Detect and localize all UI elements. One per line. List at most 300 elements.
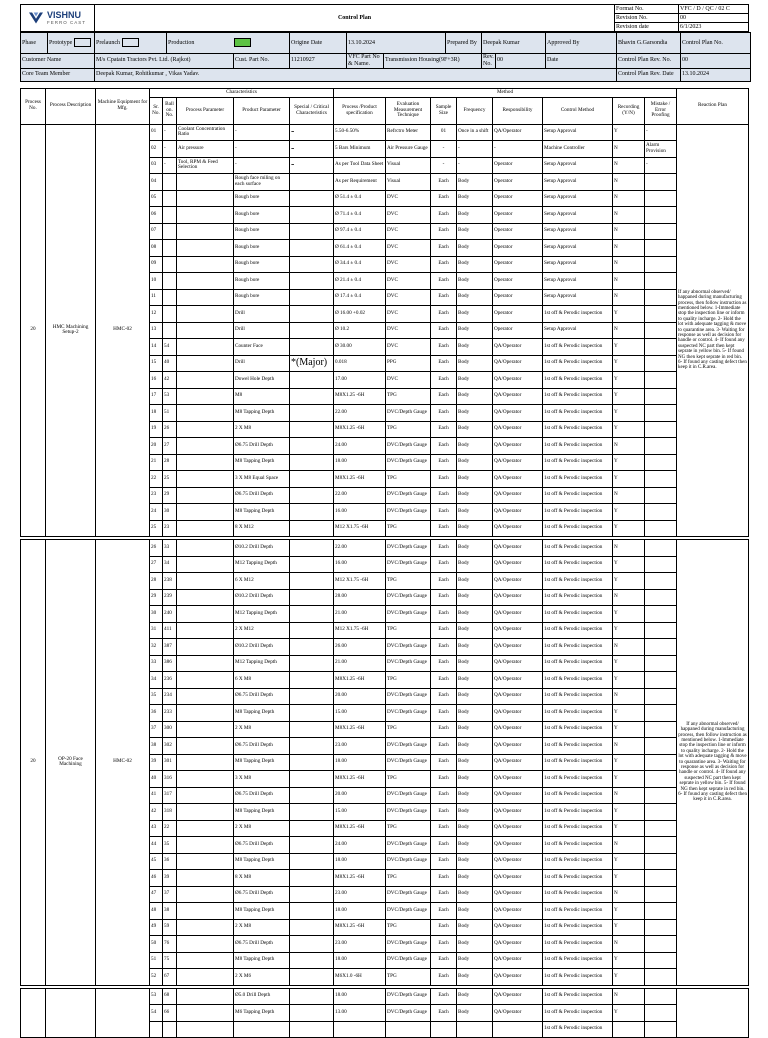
specification: 18.00 xyxy=(334,754,386,771)
sr-no: 16 xyxy=(150,372,163,389)
process-param xyxy=(177,388,234,405)
special-char xyxy=(290,771,334,788)
special-char xyxy=(290,804,334,821)
ball-no xyxy=(163,174,177,191)
recording: N xyxy=(613,988,645,1005)
evaluation: DVC xyxy=(386,223,431,240)
responsibility: QA/Operator xyxy=(493,487,543,504)
product-param: M6 Tapping Depth xyxy=(234,1005,290,1022)
evaluation: DVC xyxy=(386,256,431,273)
mistake-proofing: Alarm Provision xyxy=(645,141,677,158)
col-method: Method xyxy=(334,88,677,97)
frequency: Body xyxy=(457,738,493,755)
product-param: M12 Tapping Depth xyxy=(234,606,290,623)
responsibility xyxy=(493,1021,543,1038)
frequency: Body xyxy=(457,339,493,356)
col-resp: Responsibility xyxy=(493,97,543,124)
responsibility: QA/Operator xyxy=(493,705,543,722)
ball-no: 302 xyxy=(163,738,177,755)
recording: Y xyxy=(613,421,645,438)
sr-no: 31 xyxy=(150,622,163,639)
col-mistake: Mistake / Error Proofing xyxy=(645,97,677,124)
recording: Y xyxy=(613,306,645,323)
product-param: - xyxy=(234,157,290,174)
product-param: Drill xyxy=(234,322,290,339)
sr-no: 11 xyxy=(150,289,163,306)
control-method: 1st off & Perodic inspection xyxy=(543,705,613,722)
frequency: Body xyxy=(457,820,493,837)
process-param xyxy=(177,606,234,623)
evaluation: DVC/Depth Gauge xyxy=(386,787,431,804)
control-method: Setup Approval xyxy=(543,124,613,141)
recording: Y xyxy=(613,454,645,471)
recording: N xyxy=(613,240,645,257)
special-char xyxy=(290,853,334,870)
control-method: Setup Approval xyxy=(543,223,613,240)
product-param: Rough face miling on each surface xyxy=(234,174,290,191)
specification: 18.00 xyxy=(334,903,386,920)
special-char xyxy=(290,837,334,854)
control-method: 1st off & Perodic inspection xyxy=(543,903,613,920)
sample-size: Each xyxy=(431,223,457,240)
control-method: 1st off & Perodic inspection xyxy=(543,969,613,986)
frequency: Body xyxy=(457,487,493,504)
process-param xyxy=(177,705,234,722)
sr-no: 54 xyxy=(150,1005,163,1022)
production-checkbox[interactable] xyxy=(234,38,251,47)
process-param xyxy=(177,721,234,738)
sr-no: 53 xyxy=(150,988,163,1005)
evaluation: DVC/Depth Gauge xyxy=(386,738,431,755)
ball-no: 75 xyxy=(163,952,177,969)
specification: 28.00 xyxy=(334,589,386,606)
recording: Y xyxy=(613,372,645,389)
responsibility: QA/Operator xyxy=(493,388,543,405)
frequency: Body xyxy=(457,190,493,207)
sr-no: 51 xyxy=(150,952,163,969)
control-method: 1st off & Perodic inspection xyxy=(543,988,613,1005)
ball-no: 59 xyxy=(163,919,177,936)
evaluation: TPG xyxy=(386,388,431,405)
specification: 0.018 xyxy=(334,355,386,372)
special-char xyxy=(290,655,334,672)
frequency: Body xyxy=(457,306,493,323)
mistake-proofing xyxy=(645,273,677,290)
product-param: 3 X M8 Equal Space xyxy=(234,471,290,488)
frequency: Body xyxy=(457,853,493,870)
recording xyxy=(613,1021,645,1038)
process-param xyxy=(177,520,234,537)
sr-no: 05 xyxy=(150,190,163,207)
mistake-proofing xyxy=(645,738,677,755)
sample-size: Each xyxy=(431,306,457,323)
format-label: Format No. xyxy=(615,5,679,14)
control-method: 1st off & Perodic inspection xyxy=(543,870,613,887)
process-param: Tool, RPM & Feed Selection xyxy=(177,157,234,174)
specification: Ø 21.4 ± 0.4 xyxy=(334,273,386,290)
mistake-proofing xyxy=(645,639,677,656)
ball-no: 33 xyxy=(163,540,177,557)
sample-size: Each xyxy=(431,573,457,590)
control-method: 1st off & Perodic inspection xyxy=(543,919,613,936)
recording: Y xyxy=(613,520,645,537)
col-sample: Sample Size xyxy=(431,97,457,124)
special-char xyxy=(290,306,334,323)
specification: M12 X1.75 -6H xyxy=(334,573,386,590)
control-method: Setup Approval xyxy=(543,289,613,306)
frequency: Body xyxy=(457,421,493,438)
sr-no: 04 xyxy=(150,174,163,191)
mistake-proofing xyxy=(645,754,677,771)
responsibility: QA/Operator xyxy=(493,870,543,887)
evaluation: PPG xyxy=(386,355,431,372)
evaluation: DVC/Depth Gauge xyxy=(386,804,431,821)
responsibility: QA/Operator xyxy=(493,853,543,870)
mistake-proofing xyxy=(645,870,677,887)
special-char xyxy=(290,190,334,207)
mistake-proofing xyxy=(645,672,677,689)
special-char: *(Major) xyxy=(290,355,334,372)
col-process-desc: Process Description xyxy=(46,88,96,124)
responsibility: QA/Operator xyxy=(493,969,543,986)
sample-size: Each xyxy=(431,688,457,705)
sr-no: 20 xyxy=(150,438,163,455)
process-param xyxy=(177,223,234,240)
recording: N xyxy=(613,738,645,755)
responsibility: QA/Operator xyxy=(493,936,543,953)
specification: 21.00 xyxy=(334,655,386,672)
ball-no: 301 xyxy=(163,754,177,771)
origin-date-label: Origine Date xyxy=(290,33,347,54)
ball-no: 411 xyxy=(163,622,177,639)
process-param xyxy=(177,622,234,639)
sr-no: 34 xyxy=(150,672,163,689)
special-char: - xyxy=(290,157,334,174)
specification: 17.00 xyxy=(334,372,386,389)
sample-size: Each xyxy=(431,174,457,191)
recording: N xyxy=(613,190,645,207)
evaluation: DVC/Depth Gauge xyxy=(386,504,431,521)
cust-part-no: 11210927 xyxy=(290,53,347,68)
sample-size: Each xyxy=(431,1005,457,1022)
recording: Y xyxy=(613,705,645,722)
sr-no: 17 xyxy=(150,388,163,405)
process-param xyxy=(177,886,234,903)
table-row xyxy=(21,540,749,557)
specification: 26.00 xyxy=(334,639,386,656)
ball-no: 240 xyxy=(163,606,177,623)
special-char xyxy=(290,487,334,504)
recording: Y xyxy=(613,804,645,821)
frequency: - xyxy=(457,141,493,158)
recording: Y xyxy=(613,969,645,986)
sr-no: 32 xyxy=(150,639,163,656)
specification: Ø 51.4 ± 0.4 xyxy=(334,190,386,207)
specification: 21.00 xyxy=(334,606,386,623)
special-char xyxy=(290,589,334,606)
production-label: Production xyxy=(168,40,194,46)
evaluation: DVC/Depth Gauge xyxy=(386,936,431,953)
control-method: 1st off & Perodic inspection xyxy=(543,589,613,606)
recording: Y xyxy=(613,820,645,837)
col-process-param: Process Parameter xyxy=(177,97,234,124)
sample-size: Each xyxy=(431,936,457,953)
process-param xyxy=(177,190,234,207)
special-char xyxy=(290,454,334,471)
evaluation: DVC xyxy=(386,273,431,290)
mistake-proofing xyxy=(645,655,677,672)
rev-no: 00 xyxy=(496,53,546,68)
specification: Ø 10.2 xyxy=(334,322,386,339)
specification: 18.00 xyxy=(334,853,386,870)
process-no: 20 xyxy=(21,124,46,537)
responsibility: Operator xyxy=(493,322,543,339)
sr-no: 37 xyxy=(150,721,163,738)
specification: As per Tool Data Sheet xyxy=(334,157,386,174)
prelaunch-checkbox[interactable] xyxy=(122,38,139,47)
product-param xyxy=(234,1021,290,1038)
responsibility: Operator xyxy=(493,306,543,323)
product-param: M8 Tapping Depth xyxy=(234,504,290,521)
specification: Ø 34.4 ± 0.4 xyxy=(334,256,386,273)
approved-by-label: Approved By xyxy=(546,33,617,54)
logo-cell xyxy=(21,5,95,32)
frequency: Body xyxy=(457,405,493,422)
responsibility: QA/Operator xyxy=(493,820,543,837)
specification: 22.00 xyxy=(334,487,386,504)
mistake-proofing xyxy=(645,190,677,207)
frequency: Body xyxy=(457,639,493,656)
responsibility: QA/Operator xyxy=(493,622,543,639)
special-char xyxy=(290,688,334,705)
control-method: 1st off & Perodic inspection xyxy=(543,886,613,903)
recording: Y xyxy=(613,124,645,141)
evaluation: DVC xyxy=(386,289,431,306)
sr-no: 36 xyxy=(150,705,163,722)
responsibility: QA/Operator xyxy=(493,886,543,903)
mistake-proofing xyxy=(645,936,677,953)
evaluation: TPG xyxy=(386,919,431,936)
process-param xyxy=(177,655,234,672)
process-param xyxy=(177,322,234,339)
ball-no: 35 xyxy=(163,837,177,854)
recording: Y xyxy=(613,606,645,623)
process-param xyxy=(177,688,234,705)
mistake-proofing xyxy=(645,289,677,306)
mistake-proofing xyxy=(645,339,677,356)
evaluation: DVC/Depth Gauge xyxy=(386,1005,431,1022)
process-param xyxy=(177,738,234,755)
control-method: 1st off & Perodic inspection xyxy=(543,520,613,537)
sample-size: Each xyxy=(431,870,457,887)
special-char xyxy=(290,207,334,224)
col-ball-no: Ball on. No. xyxy=(163,97,177,124)
ball-no: 22 xyxy=(163,820,177,837)
responsibility: Operator xyxy=(493,174,543,191)
evaluation: DVC/Depth Gauge xyxy=(386,405,431,422)
product-param: Rough bore xyxy=(234,256,290,273)
responsibility: QA/Operator xyxy=(493,672,543,689)
sample-size: Each xyxy=(431,190,457,207)
recording: N xyxy=(613,886,645,903)
evaluation: Visual xyxy=(386,157,431,174)
sr-no: 19 xyxy=(150,421,163,438)
col-machine: Machine Equipment for Mfg. xyxy=(96,88,150,124)
frequency: Body xyxy=(457,207,493,224)
specification: M12 X1.75 -6H xyxy=(334,622,386,639)
specification: M6X1.0 -6H xyxy=(334,969,386,986)
sample-size: Each xyxy=(431,207,457,224)
specification: 23.00 xyxy=(334,936,386,953)
control-method: 1st off & Perodic inspection xyxy=(543,754,613,771)
process-param xyxy=(177,639,234,656)
sr-no: 15 xyxy=(150,355,163,372)
evaluation: DVC/Depth Gauge xyxy=(386,454,431,471)
specification: Ø 97.4 ± 0.4 xyxy=(334,223,386,240)
specification: 16.00 xyxy=(334,556,386,573)
reaction-plan: If any abnormal observed/ happaned during manufacturing process, then follow instruction as mentioned below. 1-Immediate stop the inspection line or inform to quality incharge. 2- Hold the lot with adequate tagging & move to quarantine area. 3- Waiting for response as well as decision for handle or control. 4- If found any suspected NC part then kept seprate in yellow bin. 5- If found NG then kept seprate in red bin. 6- If found any casting defect then keep it in C.R.area. xyxy=(677,124,749,537)
sample-size: Each xyxy=(431,471,457,488)
process-desc xyxy=(46,988,96,1038)
specification: Ø 16.00 +0.02 xyxy=(334,306,386,323)
specification: M8X1.25 -6H xyxy=(334,820,386,837)
recording: N xyxy=(613,322,645,339)
sample-size: Each xyxy=(431,705,457,722)
product-param: Rough bore xyxy=(234,240,290,257)
product-param: 2 X M8 xyxy=(234,919,290,936)
cp-rev-label: Control Plan Rev. No. xyxy=(617,53,681,68)
responsibility: QA/Operator xyxy=(493,804,543,821)
responsibility: QA/Operator xyxy=(493,721,543,738)
col-eval: Evaluation Measurement Technique xyxy=(386,97,431,124)
ball-no: 300 xyxy=(163,721,177,738)
ball-no xyxy=(163,240,177,257)
col-process-no: Process No. xyxy=(21,88,46,124)
specification: 16.00 xyxy=(334,504,386,521)
document-title: Control Plan xyxy=(95,5,615,32)
recording: N xyxy=(613,438,645,455)
mistake-proofing xyxy=(645,405,677,422)
ball-no: 317 xyxy=(163,787,177,804)
specification: M8X1.25 -6H xyxy=(334,388,386,405)
control-method: Setup Approval xyxy=(543,240,613,257)
sr-no: 38 xyxy=(150,738,163,755)
evaluation: DVC/Depth Gauge xyxy=(386,556,431,573)
product-param: 3 X M8 xyxy=(234,771,290,788)
process-param xyxy=(177,988,234,1005)
ball-no: 387 xyxy=(163,639,177,656)
specification: 23.00 xyxy=(334,886,386,903)
evaluation: Air Pressure Gauge xyxy=(386,141,431,158)
col-sr-no: Sr. No. xyxy=(150,97,163,124)
ball-no xyxy=(163,207,177,224)
process-param xyxy=(177,487,234,504)
rev-no-label: Rev. No. xyxy=(482,53,496,68)
process-param xyxy=(177,870,234,887)
evaluation: DVC/Depth Gauge xyxy=(386,705,431,722)
process-param xyxy=(177,372,234,389)
responsibility: QA/Operator xyxy=(493,124,543,141)
sr-no: 27 xyxy=(150,556,163,573)
responsibility: QA/Operator xyxy=(493,438,543,455)
mistake-proofing xyxy=(645,372,677,389)
evaluation: TPG xyxy=(386,471,431,488)
frequency: Body xyxy=(457,837,493,854)
sample-size: Each xyxy=(431,738,457,755)
product-param: Rough bore xyxy=(234,273,290,290)
sr-no: 22 xyxy=(150,471,163,488)
control-method: 1st off & Perodic inspection xyxy=(543,1021,613,1038)
sr-no: 43 xyxy=(150,820,163,837)
sample-size: Each xyxy=(431,672,457,689)
special-char xyxy=(290,969,334,986)
special-char xyxy=(290,438,334,455)
product-param: M8 Tapping Depth xyxy=(234,952,290,969)
mistake-proofing xyxy=(645,820,677,837)
process-desc: OP-20 Face Machining xyxy=(46,540,96,986)
process-param xyxy=(177,207,234,224)
phase-prelaunch xyxy=(95,33,167,54)
recording: N xyxy=(613,207,645,224)
control-method: 1st off & Perodic inspection xyxy=(543,438,613,455)
prototype-checkbox[interactable] xyxy=(74,38,91,47)
evaluation: DVC xyxy=(386,240,431,257)
sample-size: Each xyxy=(431,273,457,290)
special-char xyxy=(290,223,334,240)
sr-no: 25 xyxy=(150,520,163,537)
evaluation: DVC/Depth Gauge xyxy=(386,438,431,455)
special-char xyxy=(290,705,334,722)
mistake-proofing xyxy=(645,174,677,191)
cp-rev-date-label: Control Plan Rev. Date xyxy=(617,68,681,81)
evaluation: DVC xyxy=(386,190,431,207)
revision-date-value: 6/1/2023 xyxy=(679,23,749,32)
frequency: Body xyxy=(457,520,493,537)
control-method: 1st off & Perodic inspection xyxy=(543,306,613,323)
control-method: Setup Approval xyxy=(543,174,613,191)
specification: 5 Bars Minimum xyxy=(334,141,386,158)
phase-production xyxy=(167,33,290,54)
evaluation: Visual xyxy=(386,174,431,191)
ball-no: 386 xyxy=(163,655,177,672)
company-logo xyxy=(22,11,93,25)
product-param: 2 X M8 xyxy=(234,820,290,837)
ball-no: 27 xyxy=(163,438,177,455)
special-char xyxy=(290,936,334,953)
brand-sub: FERRO CAST xyxy=(47,20,86,25)
format-value: VFC / D / QC / 02 C xyxy=(679,5,749,14)
product-param: Ø6.75 Drill Depth xyxy=(234,936,290,953)
frequency xyxy=(457,1021,493,1038)
mistake-proofing xyxy=(645,606,677,623)
frequency: Body xyxy=(457,787,493,804)
frequency: Body xyxy=(457,655,493,672)
sr-no: 01 xyxy=(150,124,163,141)
special-char xyxy=(290,556,334,573)
ball-no xyxy=(163,190,177,207)
recording: Y xyxy=(613,771,645,788)
mistake-proofing xyxy=(645,903,677,920)
mistake-proofing xyxy=(645,952,677,969)
ball-no: 26 xyxy=(163,421,177,438)
responsibility: QA/Operator xyxy=(493,540,543,557)
sample-size: Each xyxy=(431,487,457,504)
ball-no: 23 xyxy=(163,520,177,537)
specification: As per Requirement xyxy=(334,174,386,191)
product-param: Ø6.75 Drill Depth xyxy=(234,738,290,755)
sr-no: 50 xyxy=(150,936,163,953)
evaluation xyxy=(386,1021,431,1038)
